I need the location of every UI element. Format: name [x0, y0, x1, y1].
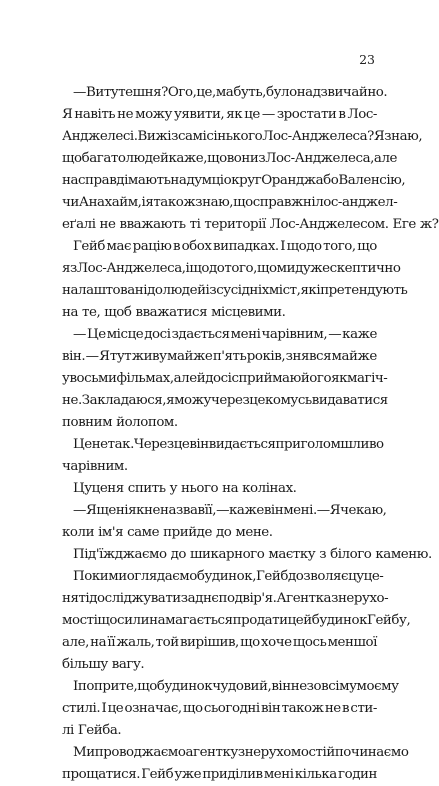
word: мабуть,	[215, 85, 266, 100]
word: він.	[62, 349, 86, 364]
word: можу	[174, 393, 211, 408]
word: мені.	[283, 503, 317, 518]
word: —	[73, 503, 86, 518]
word: Гейбу,	[367, 613, 411, 628]
word: претендують	[320, 283, 408, 298]
word: Це	[73, 437, 92, 452]
word: будинок	[311, 613, 368, 628]
word: чарівним.	[62, 459, 128, 474]
word: годин	[338, 767, 377, 782]
word: не	[324, 701, 341, 716]
word: із	[205, 283, 217, 298]
word: восьми	[69, 371, 117, 386]
word: вважатися	[135, 305, 208, 320]
word: майже	[331, 349, 377, 364]
page-number: 23	[359, 52, 375, 67]
word: мені	[230, 327, 261, 342]
word: кілька	[294, 767, 337, 782]
word: —	[73, 327, 86, 342]
word: стилі.	[62, 701, 101, 716]
word: його	[300, 371, 332, 386]
word: Анджелесі.	[62, 129, 138, 144]
word: мене.	[235, 525, 273, 540]
word: досліджувати	[89, 591, 181, 606]
word: Я	[329, 503, 341, 518]
text-line	[62, 170, 406, 192]
word: на	[170, 173, 187, 188]
word: чарівним,	[261, 327, 328, 342]
text-line	[62, 434, 384, 456]
word: каже	[342, 327, 377, 342]
text-line	[62, 236, 377, 258]
word: має	[106, 239, 132, 254]
word: проводжаємо	[94, 745, 186, 760]
word: мості	[62, 613, 98, 628]
word: зовсім	[306, 679, 350, 694]
word: п'ять	[212, 349, 247, 364]
word: Гейб	[73, 239, 105, 254]
word: Лос-Анджелеса,	[76, 261, 186, 276]
text-line	[62, 412, 377, 434]
word: уже	[174, 767, 202, 782]
word: еґалі	[62, 217, 96, 232]
word: будинок	[156, 679, 213, 694]
word: Орандж	[261, 173, 316, 188]
word: було	[265, 85, 297, 100]
word: ми	[108, 569, 127, 584]
word: в	[342, 701, 350, 716]
word: на	[62, 305, 79, 320]
word: оглядаємо	[126, 569, 197, 584]
text-line	[62, 610, 411, 632]
text-line	[62, 478, 377, 500]
word: каменю.	[375, 547, 432, 562]
word: Поки	[73, 569, 109, 584]
word: справжні	[252, 195, 316, 210]
word: намагається	[149, 613, 233, 628]
word: хоче	[260, 635, 292, 650]
word: випадках.	[213, 239, 279, 254]
text-line	[62, 126, 423, 148]
word: щось	[292, 635, 327, 650]
word: я	[166, 393, 175, 408]
word: вирішив,	[179, 635, 239, 650]
word: як	[331, 371, 347, 386]
text-line	[62, 698, 377, 720]
word: сьогодні	[203, 701, 260, 716]
word: маєтку	[268, 547, 316, 562]
word: Під'їжджаємо	[73, 547, 167, 562]
word: до	[215, 525, 232, 540]
word: тут	[109, 349, 132, 364]
word: але,	[62, 635, 89, 650]
word: її,	[204, 503, 217, 518]
word: —	[216, 503, 230, 518]
text-line	[62, 258, 401, 280]
word: чекаю,	[340, 503, 387, 518]
word: —	[85, 349, 99, 364]
word: сти-	[350, 701, 377, 716]
word: Цуценя	[73, 481, 124, 496]
word: ж?	[419, 217, 439, 232]
word: Ви	[85, 85, 104, 100]
word: досі	[144, 327, 171, 342]
text-line	[62, 566, 384, 588]
word: у	[349, 679, 357, 694]
word: які	[300, 283, 321, 298]
word: знявся	[285, 349, 332, 364]
word: І	[73, 679, 78, 694]
word: того,	[224, 261, 257, 276]
word: Гейба.	[77, 723, 122, 738]
word: І	[101, 701, 107, 716]
word: з	[319, 547, 327, 562]
word: майже	[167, 349, 213, 364]
word: з	[70, 261, 77, 276]
word: лос-анджел-	[315, 195, 398, 210]
word: обох	[181, 239, 212, 254]
word: Анахайм,	[78, 195, 142, 210]
text-line	[62, 500, 387, 522]
word: рацію	[132, 239, 172, 254]
word: що	[240, 635, 260, 650]
word: у	[62, 371, 70, 386]
word: починаємо	[334, 745, 409, 760]
word: каже,	[168, 151, 208, 166]
text-line	[62, 544, 432, 566]
word: що	[256, 261, 277, 276]
word: з	[331, 591, 338, 606]
word: Я	[85, 503, 97, 518]
word: нерухомості	[244, 745, 327, 760]
word: у	[169, 481, 178, 496]
word: місце	[106, 327, 144, 342]
word: налаштовані	[62, 283, 148, 298]
word: що	[183, 701, 203, 716]
word: жаль,	[116, 635, 155, 650]
word: на	[222, 481, 239, 496]
word: до	[170, 547, 187, 562]
word: те,	[82, 305, 101, 320]
word: назвав	[160, 503, 205, 518]
word: Ми	[73, 745, 95, 760]
word: що	[137, 679, 157, 694]
word: ж	[155, 129, 168, 144]
word: заднє	[180, 591, 219, 606]
word: приголомшливо	[275, 437, 384, 452]
word: із	[167, 129, 178, 144]
text-line	[62, 654, 377, 676]
word: няті	[62, 591, 90, 606]
word: мають	[127, 173, 171, 188]
text-line	[62, 632, 377, 654]
word: він	[271, 679, 291, 694]
word: так.	[107, 437, 134, 452]
text-line	[62, 456, 377, 478]
word: фільмах,	[116, 371, 174, 386]
word: але	[173, 371, 197, 386]
word: самісінького	[177, 129, 263, 144]
word: чудовий,	[212, 679, 272, 694]
text-line	[62, 302, 377, 324]
word: людей	[125, 151, 169, 166]
word: зростати	[276, 107, 337, 122]
word: не	[144, 503, 160, 518]
text-line	[62, 368, 388, 390]
word: що	[357, 239, 377, 254]
word: саме	[127, 525, 160, 540]
word: Я	[373, 129, 385, 144]
word: і	[185, 261, 190, 276]
word: через	[210, 393, 250, 408]
word: комусь	[264, 393, 312, 408]
word: в	[172, 239, 181, 254]
word: І	[280, 239, 286, 254]
word: як	[226, 107, 243, 122]
word: дуже	[295, 261, 330, 276]
word: Гейб	[141, 767, 174, 782]
word: —	[73, 85, 86, 100]
word: цей	[287, 613, 312, 628]
word: видається	[208, 437, 276, 452]
word: це	[107, 701, 124, 716]
word: навіть	[74, 107, 116, 122]
word: не	[290, 679, 307, 694]
word: те,	[119, 679, 138, 694]
word: території	[204, 217, 266, 232]
word: сусідніх	[216, 283, 269, 298]
text-line	[62, 742, 409, 764]
word: Я	[62, 107, 73, 122]
word: надзвичайно.	[296, 85, 388, 100]
word: будинок,	[196, 569, 256, 584]
text-line	[62, 280, 408, 302]
word: але	[373, 151, 397, 166]
word: думці	[186, 173, 224, 188]
word: ніяк	[115, 503, 145, 518]
word: ми	[276, 261, 296, 276]
word: не.	[62, 393, 82, 408]
word: шикарного	[190, 547, 265, 562]
word: подвір'я.	[218, 591, 277, 606]
word: також	[281, 701, 324, 716]
text-line	[62, 346, 377, 368]
word: цуце-	[348, 569, 384, 584]
body-text	[62, 82, 439, 786]
word: каже	[229, 503, 264, 518]
word: до	[147, 283, 163, 298]
word: і	[141, 195, 146, 210]
word: щодо	[286, 239, 322, 254]
word: це,	[196, 85, 216, 100]
word: Валенсію,	[338, 173, 406, 188]
word: магіч-	[347, 371, 388, 386]
word: ще	[96, 503, 116, 518]
word: він	[260, 701, 281, 716]
word: нього	[181, 481, 219, 496]
word: дозволяє	[287, 569, 349, 584]
word: Через	[133, 437, 174, 452]
word: спить	[127, 481, 166, 496]
word: моєму	[356, 679, 399, 694]
word: Лос-Анджелеса?	[262, 129, 374, 144]
word: агентку	[185, 745, 238, 760]
word: мені	[263, 767, 294, 782]
word: ім'я	[98, 525, 124, 540]
word: він	[189, 437, 209, 452]
word: колінах.	[242, 481, 297, 496]
word: йолопом.	[116, 415, 178, 430]
word: й	[196, 371, 206, 386]
word: сприймаю	[231, 371, 301, 386]
word: уявити,	[174, 107, 225, 122]
word: з	[258, 151, 266, 166]
word: Лос-Анджелесом.	[269, 217, 389, 232]
word: видаватися	[311, 393, 388, 408]
word: коли	[62, 525, 95, 540]
text-line	[62, 764, 377, 786]
word: це	[244, 107, 260, 122]
word: —	[316, 503, 330, 518]
word: й	[326, 745, 335, 760]
word: міст,	[268, 283, 301, 298]
word: щоб	[104, 305, 132, 320]
word: нерухо-	[337, 591, 389, 606]
text-line	[62, 148, 397, 170]
word: Закладаюся,	[81, 393, 167, 408]
word: —	[328, 327, 342, 342]
word: знаю,	[384, 129, 423, 144]
word: округ	[223, 173, 262, 188]
word: прощатися.	[62, 767, 141, 782]
word: не	[91, 437, 108, 452]
word: не	[117, 107, 134, 122]
word: на	[90, 635, 107, 650]
word: приділив	[202, 767, 263, 782]
word: ті	[189, 217, 201, 232]
word: не	[99, 217, 116, 232]
text-line	[62, 192, 398, 214]
word: це	[249, 393, 265, 408]
word: що	[62, 151, 82, 166]
word: більшу	[62, 657, 108, 672]
word: Еге	[392, 217, 416, 232]
word: той	[155, 635, 179, 650]
word: вони	[226, 151, 259, 166]
word: тутешня?	[103, 85, 168, 100]
word: вагу.	[111, 657, 145, 672]
word: що	[233, 195, 253, 210]
text-line	[62, 390, 388, 412]
word: знаю,	[195, 195, 234, 210]
word: з	[237, 745, 245, 760]
word: попри	[77, 679, 120, 694]
word: місцевими.	[211, 305, 286, 320]
word: Ого,	[167, 85, 197, 100]
word: людей	[162, 283, 206, 298]
word: це	[173, 437, 190, 452]
text-line	[62, 324, 377, 346]
word: Я	[99, 349, 110, 364]
text-line	[62, 522, 377, 544]
text-line	[62, 214, 439, 236]
word: вважають	[119, 217, 186, 232]
word: —	[261, 107, 275, 122]
word: багато	[81, 151, 126, 166]
word: щосили	[97, 613, 150, 628]
word: я	[145, 195, 154, 210]
word: Лос-Анджелеса,	[265, 151, 374, 166]
word: також	[153, 195, 196, 210]
word: років,	[246, 349, 286, 364]
text-line	[62, 676, 399, 698]
word: Ви	[137, 129, 156, 144]
text-line	[62, 588, 389, 610]
word: скептично	[329, 261, 401, 276]
word: він	[263, 503, 284, 518]
word: повним	[62, 415, 113, 430]
word: її	[107, 635, 116, 650]
word: означає,	[124, 701, 182, 716]
word: Гейб	[256, 569, 288, 584]
word: що	[207, 151, 227, 166]
word: лі	[62, 723, 74, 738]
word: досі	[205, 371, 232, 386]
word: білого	[330, 547, 372, 562]
word: я	[62, 261, 70, 276]
text-line	[62, 82, 388, 104]
word: прийде	[163, 525, 212, 540]
word: або	[315, 173, 339, 188]
word: Лос-	[347, 107, 377, 122]
text-line	[62, 720, 377, 742]
text-line	[62, 104, 377, 126]
word: продати	[232, 613, 288, 628]
word: того,	[323, 239, 356, 254]
word: живу	[131, 349, 167, 364]
word: чи	[62, 195, 79, 210]
word: насправді	[62, 173, 128, 188]
word: меншої	[327, 635, 377, 650]
word: Агентка	[276, 591, 332, 606]
word: можу	[135, 107, 172, 122]
word: здається	[171, 327, 230, 342]
word: Це	[86, 327, 106, 342]
word: в	[338, 107, 346, 122]
word: щодо	[189, 261, 225, 276]
